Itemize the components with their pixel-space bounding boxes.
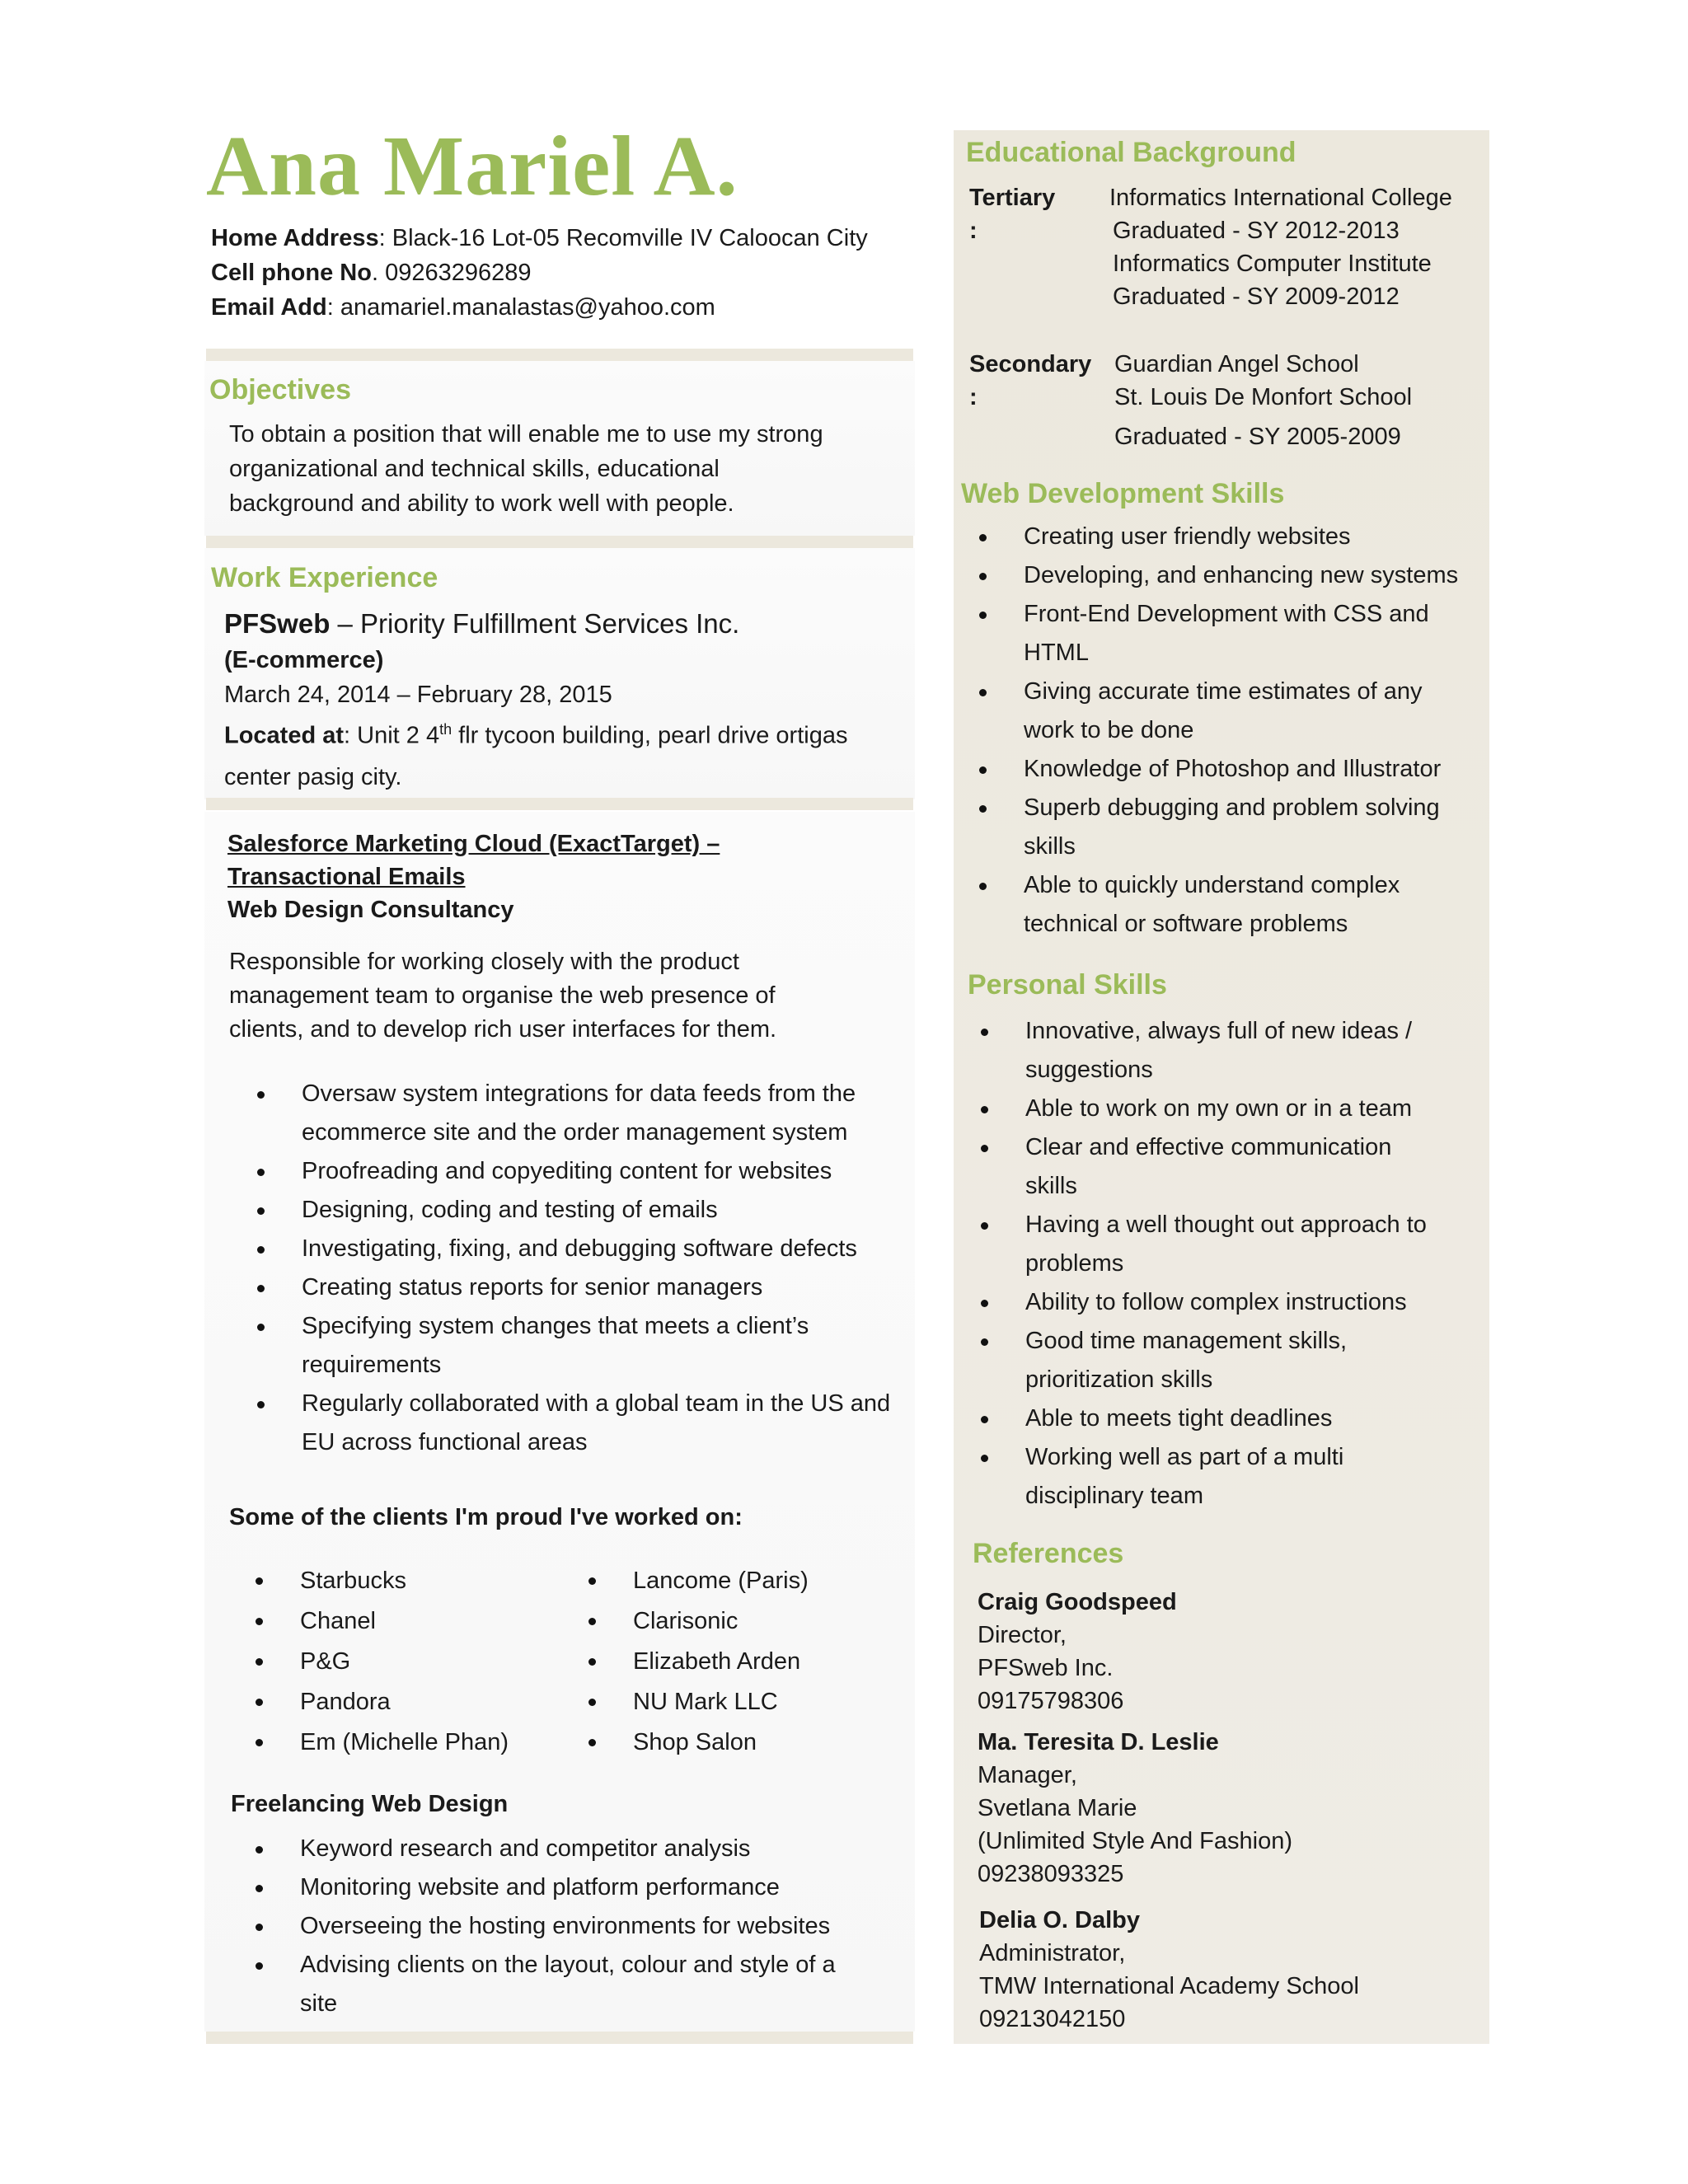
secondary-label: Secondary : — [969, 351, 1092, 410]
reference-line: 09175798306 — [978, 1688, 1124, 1714]
tertiary-line: Graduated - SY 2012-2013 — [1113, 218, 1400, 244]
reference-name: Ma. Teresita D. Leslie — [978, 1729, 1219, 1755]
list-item: Ability to follow complex instructions — [974, 1283, 1427, 1322]
clients-list-left — [249, 1561, 509, 1763]
list-item: Able to quickly understand complex technical or software problems — [973, 866, 1458, 944]
personal-skills-list — [974, 1012, 1427, 1516]
email-label: Email Add — [211, 294, 327, 321]
tertiary-label: Tertiary : — [969, 185, 1056, 244]
list-item: Advising clients on the layout, colour and style of a site — [249, 1946, 836, 2023]
role-line1: Salesforce Marketing Cloud (ExactTarget) – — [227, 831, 720, 857]
list-item: Front-End Development with CSS and HTML — [973, 595, 1458, 673]
list-item: Elizabeth Arden — [582, 1642, 809, 1682]
list-item: Developing, and enhancing new systems — [973, 556, 1458, 595]
secondary-line: Graduated - SY 2005-2009 — [1114, 424, 1401, 450]
personal-skills-title: Personal Skills — [968, 969, 1167, 1001]
list-item: Clear and effective communication skills — [974, 1128, 1427, 1206]
company-name: PFSweb — [224, 608, 331, 639]
address-label: Home Address — [211, 225, 379, 251]
tertiary-line: Graduated - SY 2009-2012 — [1113, 284, 1400, 310]
list-item: Creating user friendly websites — [973, 518, 1458, 556]
reference-line: 09213042150 — [979, 2006, 1126, 2032]
list-item: Keyword research and competitor analysis — [249, 1830, 836, 1868]
contact-block — [211, 221, 868, 325]
references-title: References — [973, 1538, 1124, 1569]
reference-line: Manager, — [978, 1762, 1077, 1788]
desc-line: Responsible for working closely with the product — [229, 949, 739, 975]
secondary-line: Guardian Angel School — [1114, 351, 1359, 377]
tertiary-line: Informatics Computer Institute — [1113, 251, 1432, 277]
reference-1 — [978, 1586, 1177, 1718]
list-item: Creating status reports for senior managers — [251, 1268, 890, 1307]
company-block — [224, 605, 847, 794]
list-item: Having a well thought out approach to problems — [974, 1206, 1427, 1283]
role-line2: Transactional Emails — [227, 864, 466, 890]
reference-line: TMW International Academy School — [979, 1973, 1359, 1999]
location-label: Located at — [224, 722, 345, 749]
objective-line: To obtain a position that will enable me to use my strong — [229, 421, 823, 448]
education-title: Educational Background — [966, 137, 1296, 168]
list-item: Starbucks — [249, 1561, 509, 1601]
clients-title: Some of the clients I'm proud I've worked on: — [229, 1504, 743, 1530]
reference-name: Delia O. Dalby — [979, 1907, 1141, 1933]
desc-line: clients, and to develop rich user interfaces for them. — [229, 1016, 777, 1043]
reference-2 — [978, 1726, 1292, 1891]
phone-label: Cell phone No — [211, 260, 372, 286]
list-item: Regularly collaborated with a global team in the US and EU across functional areas — [251, 1385, 890, 1462]
list-item: Superb debugging and problem solving skills — [973, 789, 1458, 866]
reference-name: Craig Goodspeed — [978, 1589, 1177, 1615]
company-fullname: – Priority Fulfillment Services Inc. — [330, 608, 740, 639]
tertiary-line: Informatics International College — [1109, 185, 1452, 211]
desc-line: management team to organise the web presence of — [229, 982, 776, 1009]
reference-line: 09238093325 — [978, 1861, 1124, 1887]
objectives-title: Objectives — [209, 374, 351, 405]
divider — [206, 2032, 913, 2044]
list-item: Chanel — [249, 1601, 509, 1642]
reference-line: Svetlana Marie — [978, 1795, 1137, 1821]
divider — [206, 798, 913, 810]
webdev-list — [973, 518, 1458, 944]
location-value-cont: flr tycoon building, pearl drive ortigas — [452, 722, 848, 749]
address-value: : Black-16 Lot-05 Recomville IV Caloocan City — [378, 225, 868, 251]
list-item: Investigating, fixing, and debugging software defects — [251, 1230, 890, 1268]
list-item: Lancome (Paris) — [582, 1561, 809, 1601]
objectives-text — [229, 417, 823, 521]
list-item: Shop Salon — [582, 1722, 809, 1763]
list-item: Specifying system changes that meets a client’s requirements — [251, 1307, 890, 1385]
list-item: P&G — [249, 1642, 509, 1682]
list-item: Working well as part of a multi disciplinary team — [974, 1438, 1427, 1516]
list-item: Good time management skills, prioritization skills — [974, 1322, 1427, 1399]
list-item: Designing, coding and testing of emails — [251, 1191, 890, 1230]
list-item: Em (Michelle Phan) — [249, 1722, 509, 1763]
list-item: Monitoring website and platform performance — [249, 1868, 836, 1907]
location-line2: center pasig city. — [224, 763, 402, 790]
candidate-name: Ana Mariel A. — [206, 119, 738, 213]
reference-line: Administrator, — [979, 1940, 1126, 1966]
phone-value: . 09263296289 — [371, 260, 532, 286]
list-item: Innovative, always full of new ideas / suggestions — [974, 1012, 1427, 1090]
list-item: Oversaw system integrations for data feeds from the ecommerce site and the order management system — [251, 1075, 890, 1152]
objective-line: organizational and technical skills, educational — [229, 456, 720, 482]
freelance-list — [249, 1830, 836, 2023]
secondary-line: St. Louis De Monfort School — [1114, 384, 1413, 410]
webdev-title: Web Development Skills — [961, 478, 1285, 509]
list-item: Proofreading and copyediting content for websites — [251, 1152, 890, 1191]
role-block — [227, 827, 720, 926]
reference-3 — [979, 1904, 1359, 2036]
clients-list-right — [582, 1561, 809, 1763]
divider — [206, 536, 913, 548]
list-item: Able to meets tight deadlines — [974, 1399, 1427, 1438]
location-value: : Unit 2 4 — [344, 722, 440, 749]
freelance-title: Freelancing Web Design — [231, 1791, 509, 1817]
reference-line: PFSweb Inc. — [978, 1655, 1114, 1681]
objective-line: background and ability to work well with people. — [229, 490, 734, 517]
list-item: Able to work on my own or in a team — [974, 1090, 1427, 1128]
list-item: Giving accurate time estimates of any work to be done — [973, 673, 1458, 750]
employment-dates: March 24, 2014 – February 28, 2015 — [224, 682, 612, 708]
company-type: (E-commerce) — [224, 647, 384, 673]
list-item: Clarisonic — [582, 1601, 809, 1642]
list-item: NU Mark LLC — [582, 1682, 809, 1722]
email-value: : anamariel.manalastas@yahoo.com — [326, 294, 715, 321]
work-experience-title: Work Experience — [211, 562, 438, 593]
reference-line: Director, — [978, 1622, 1067, 1648]
role-description — [229, 945, 776, 1047]
reference-line: (Unlimited Style And Fashion) — [978, 1828, 1292, 1854]
role-title: Web Design Consultancy — [227, 897, 514, 923]
list-item: Knowledge of Photoshop and Illustrator — [973, 750, 1458, 789]
location-sup: th — [439, 721, 452, 738]
duties-list — [251, 1075, 890, 1462]
list-item: Overseeing the hosting environments for websites — [249, 1907, 836, 1946]
divider — [206, 349, 913, 361]
list-item: Pandora — [249, 1682, 509, 1722]
